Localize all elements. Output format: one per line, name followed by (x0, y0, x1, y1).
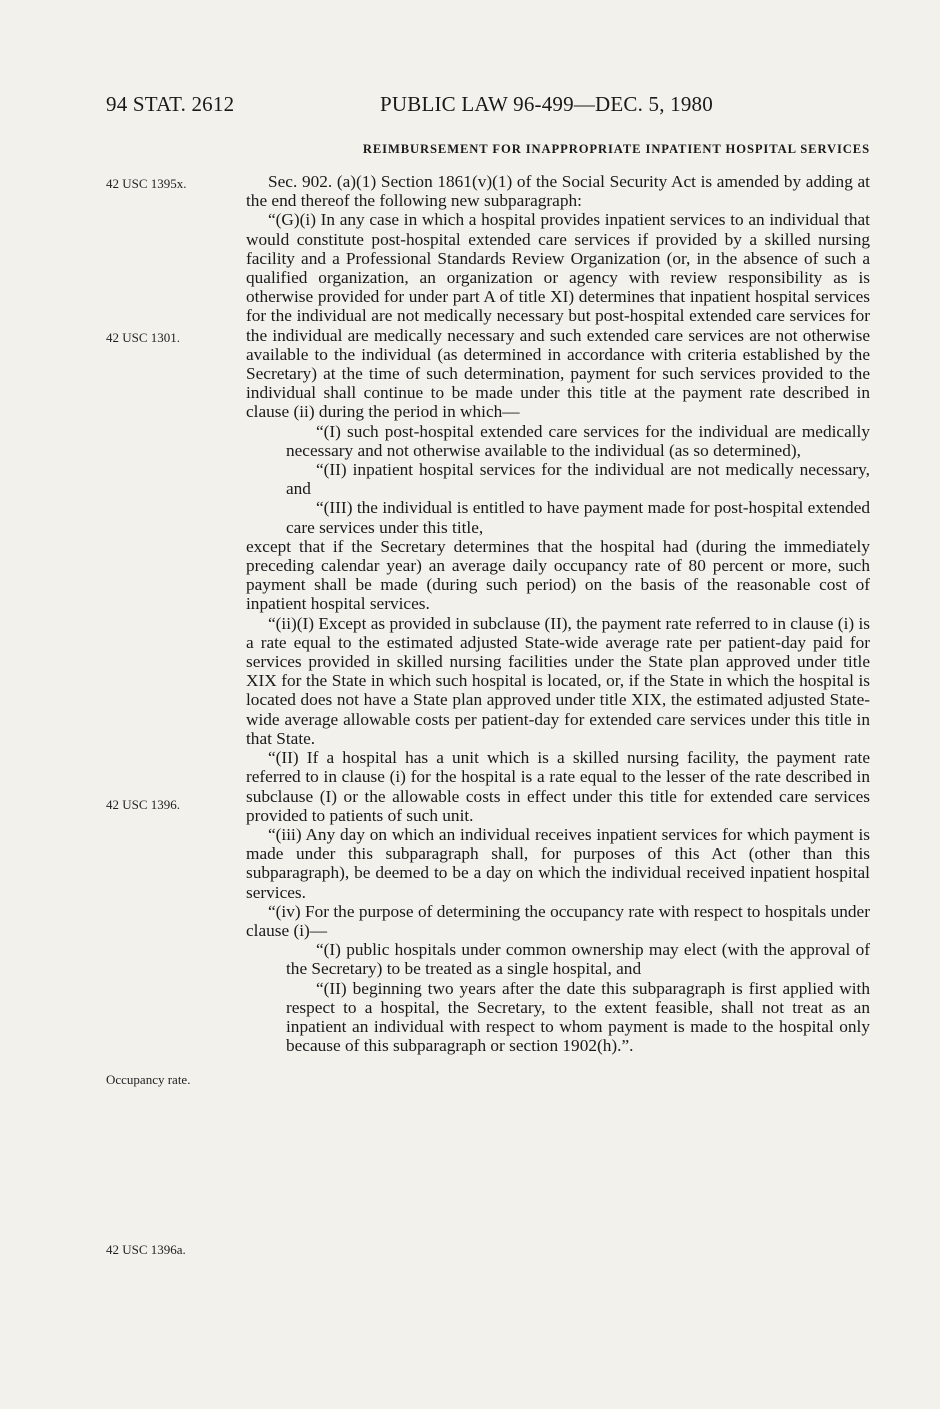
exception-paragraph: except that if the Secretary determines that the hospital had (during the immediately preceding calendar year) an average daily occupancy rate of 80 percent or more, such payment shall be made (during such period) on the basis of the reasonable cost of inpatient hospital services. (246, 536, 870, 614)
margin-note-usc-1396a: 42 USC 1396a. (106, 1242, 186, 1257)
margin-note-usc-1396: 42 USC 1396. (106, 797, 181, 812)
clause-ii-i: “(ii)(I) Except as provided in subclause (II), the payment rate referred to in clause (i) is a rate equal to the estimated adjusted State-wide average rate per patient-day paid for services provided in skilled nursing facilities under the State plan approved under title XIX for the State in which such hospital is located, or, if the State in which the hospital is located does not have a State plan approved under title XIX, the estimated adjusted State-wide average allowable costs per patient-day for extended care services under this title in that State. (246, 613, 870, 748)
clause-iv: “(iv) For the purpose of determining the occupancy rate with respect to hospitals under clause (i)— (246, 901, 870, 940)
subclause-i: “(I) such post-hospital extended care services for the individual are medically necessary and not otherwise available to the individual (as so determined), (286, 421, 870, 460)
clause-ii-ii: “(II) If a hospital has a unit which is a skilled nursing facility, the payment rate referred to in clause (i) for the hospital is a rate equal to the lesser of the rate described in subclause (I) or the allowable costs in effect under this title for extended care services provided to patients of such unit. (246, 748, 870, 825)
clause-g-i: “(G)(i) In any case in which a hospital provides inpatient services to an individual that would constitute post-hospital extended care services if provided by a skilled nursing facility and a Professional Standards Review Organization (or, in the absence of such a qualified organization, an organization or agency with review responsibility as is otherwise provided for under part A of title XI) determines that inpatient hospital services for the individual are not medically necessary but post-hospital extended care services for the individual are medically necessary and such extended care services are not otherwise available to the individual (as determined in accordance with criteria established by the Secretary) at the time of such determination, payment for such services provided to the individual shall continue to be made under this title at the payment rate described in clause (ii) during the period in which— (246, 210, 870, 422)
clause-iv-subclause-i: “(I) public hospitals under common ownership may elect (with the approval of the Secretary) to be treated as a single hospital, and (286, 940, 870, 979)
statute-page-number: 94 STAT. 2612 (106, 92, 235, 116)
clause-iv-subclause-ii: “(II) beginning two years after the date this subparagraph is first applied with respect to a hospital, the Secretary, to the extent feasible, shall not treat as an inpatient an individual with respect to whom payment is made to the hospital only because of this subparagraph or section 1902(h).”. (286, 978, 870, 1056)
section-902-intro: Sec. 902. (a)(1) Section 1861(v)(1) of the Social Security Act is amended by adding at the end thereof the following new subparagraph: (246, 172, 870, 211)
subclause-ii: “(II) inpatient hospital services for the individual are not medically necessary, and (286, 460, 870, 499)
statute-text (246, 172, 870, 1055)
margin-note-usc-1395x: 42 USC 1395x. (106, 176, 187, 191)
margin-note-usc-1301: 42 USC 1301. (106, 330, 181, 345)
margin-note-occupancy-rate: Occupancy rate. (106, 1072, 191, 1087)
page-header (106, 92, 870, 122)
subclause-iii: “(III) the individual is entitled to have payment made for post-hospital extended care services under this title, (286, 498, 870, 537)
clause-iii: “(iii) Any day on which an individual receives inpatient services for which payment is made under this subparagraph shall, for purposes of this Act (other than this subparagraph), be deemed to be a day on which the individual received inpatient hospital services. (246, 824, 870, 902)
public-law-title: PUBLIC LAW 96-499—DEC. 5, 1980 (380, 92, 713, 116)
section-heading: REIMBURSEMENT FOR INAPPROPRIATE INPATIENT HOSPITAL SERVICES (362, 142, 870, 156)
